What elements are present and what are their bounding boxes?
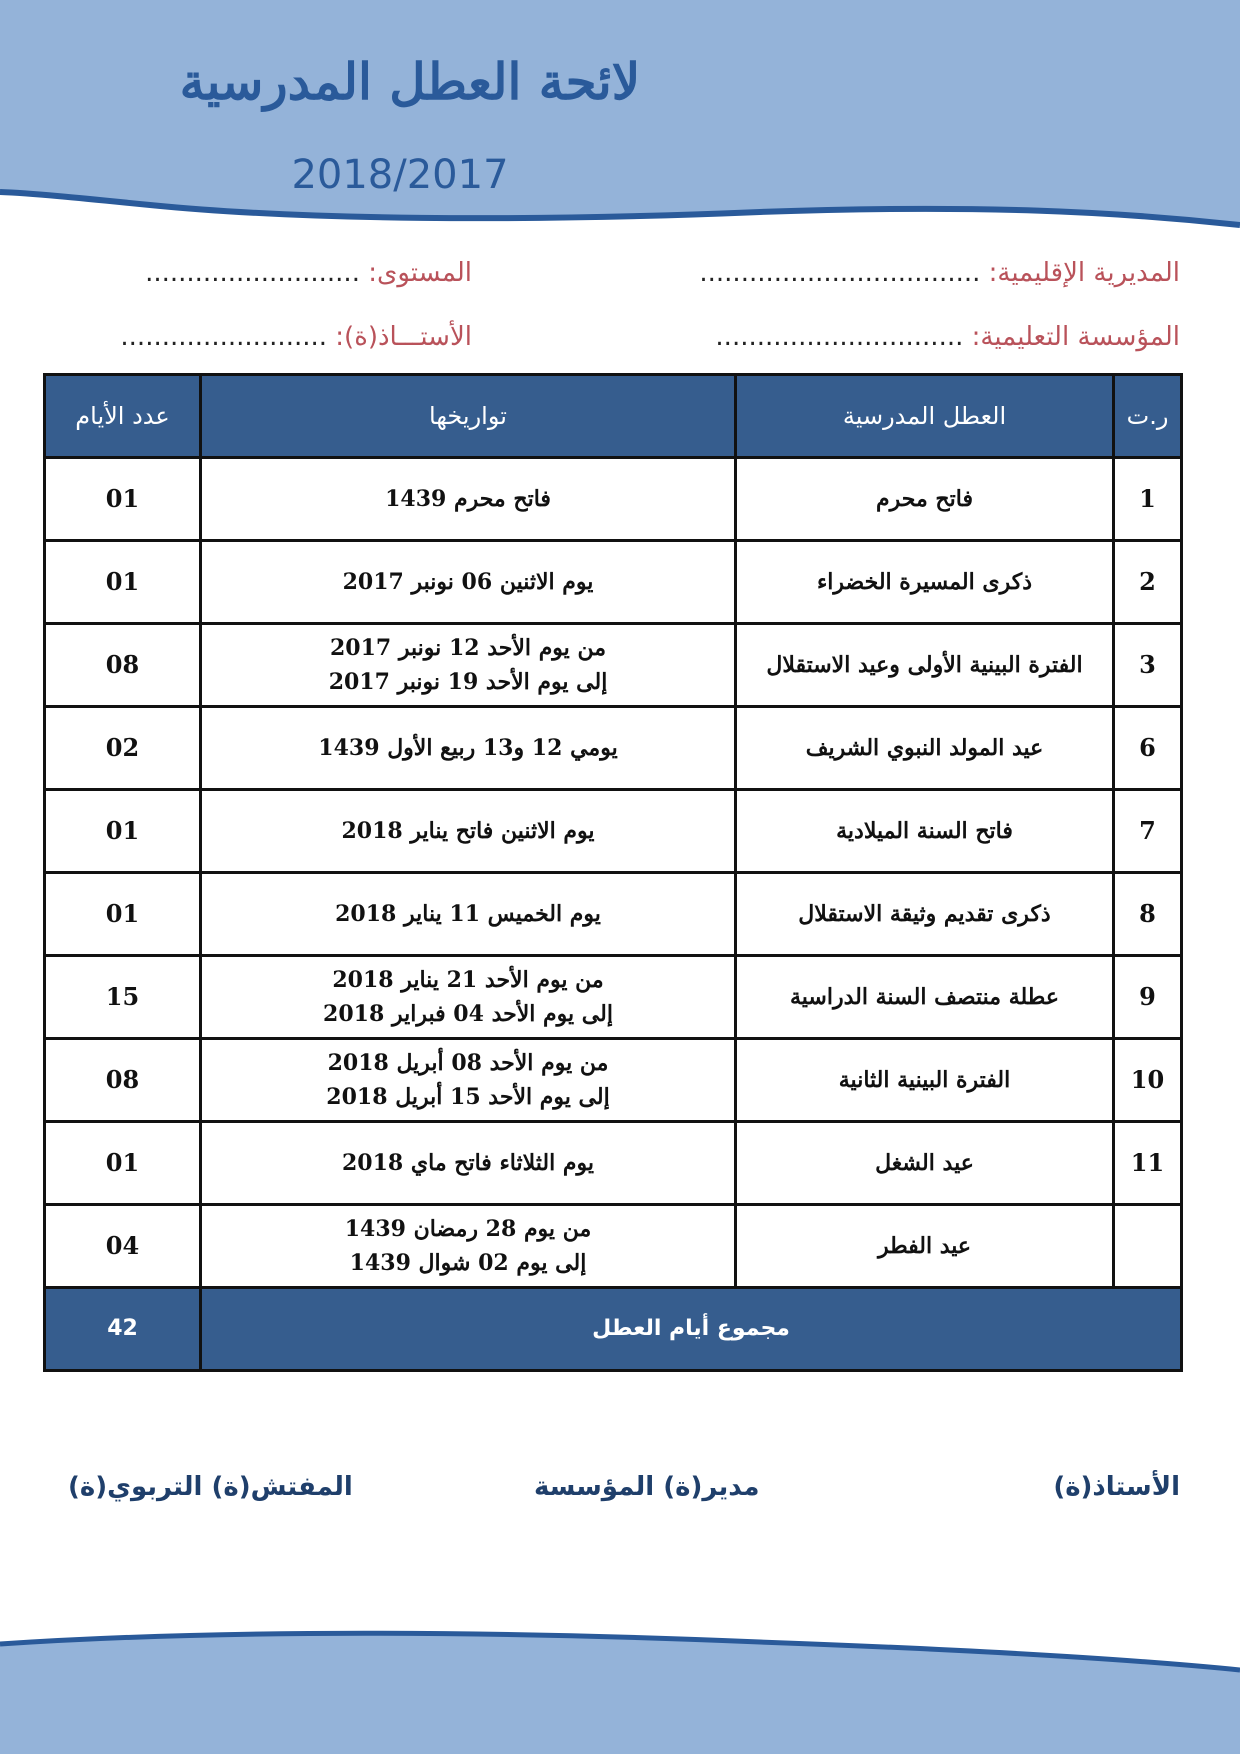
row-holiday: عيد الشغل (736, 1122, 1114, 1205)
header-dates: تواريخها (201, 375, 736, 458)
row-num: 1 (1114, 458, 1182, 541)
table-row (45, 1122, 1182, 1205)
row-holiday: عيد الفطر (736, 1205, 1114, 1288)
row-dates (201, 956, 736, 1039)
row-date-line: من يوم الأحد 12 نونبر 2017 (329, 635, 606, 661)
footer-wave-decoration (0, 1630, 1240, 1754)
teacher-field (120, 322, 472, 352)
header-wave-decoration (0, 0, 1240, 240)
row-dates (201, 873, 736, 956)
total-label: مجموع أيام العطل (201, 1288, 1182, 1371)
total-value: 42 (45, 1288, 201, 1371)
signature-director: مدير(ة) المؤسسة (534, 1472, 760, 1502)
row-num: 10 (1114, 1039, 1182, 1122)
table-row (45, 707, 1182, 790)
level-label: المستوى: (368, 258, 472, 288)
row-date-line: يوم الثلاثاء فاتح ماي 2018 (342, 1150, 594, 1176)
table-row (45, 1039, 1182, 1122)
table-total-row (45, 1288, 1182, 1371)
row-date-line: من يوم الأحد 08 أبريل 2018 (327, 1050, 609, 1076)
holidays-table (43, 373, 1183, 1372)
institution-label: المؤسسة التعليمية: (971, 322, 1180, 352)
row-days: 08 (45, 624, 201, 707)
page-title: لائحة العطل المدرسية (179, 52, 641, 111)
row-date-line: من يوم الأحد 21 يناير 2018 (332, 967, 604, 993)
row-num: 8 (1114, 873, 1182, 956)
row-days: 04 (45, 1205, 201, 1288)
table-row (45, 790, 1182, 873)
table-body (45, 458, 1182, 1288)
row-date-line: إلى يوم 02 شوال 1439 (349, 1250, 587, 1276)
directorate-value: .................................. (699, 258, 981, 288)
table-row (45, 458, 1182, 541)
institution-field (715, 322, 1180, 352)
row-days: 01 (45, 458, 201, 541)
row-days: 01 (45, 790, 201, 873)
header-days: عدد الأيام (45, 375, 201, 458)
row-num: 3 (1114, 624, 1182, 707)
row-dates (201, 458, 736, 541)
table-row (45, 541, 1182, 624)
row-dates (201, 624, 736, 707)
row-days: 02 (45, 707, 201, 790)
row-dates (201, 790, 736, 873)
row-days: 01 (45, 1122, 201, 1205)
school-year: 2018/2017 (291, 152, 509, 198)
row-date-line: إلى يوم الأحد 19 نونبر 2017 (328, 669, 608, 695)
row-days: 15 (45, 956, 201, 1039)
row-holiday: فاتح السنة الميلادية (736, 790, 1114, 873)
table-header-row (45, 375, 1182, 458)
row-date-line: من يوم 28 رمضان 1439 (344, 1216, 592, 1242)
row-date-line: يومي 12 و13 ربيع الأول 1439 (318, 735, 618, 761)
row-holiday: فاتح محرم (736, 458, 1114, 541)
row-date-line: يوم الخميس 11 يناير 2018 (335, 901, 601, 927)
row-num: 2 (1114, 541, 1182, 624)
teacher-value: ......................... (120, 322, 328, 352)
table-row (45, 624, 1182, 707)
row-days: 01 (45, 873, 201, 956)
row-date-line: يوم الاثنين 06 نونبر 2017 (342, 569, 594, 595)
row-holiday: الفترة البينية الأولى وعيد الاستقلال (736, 624, 1114, 707)
table-row (45, 873, 1182, 956)
level-value: .......................... (145, 258, 360, 288)
signature-teacher: الأستاذ(ة) (1053, 1472, 1180, 1502)
row-days: 01 (45, 541, 201, 624)
table-row (45, 1205, 1182, 1288)
signature-inspector: المفتش(ة) التربوي(ة) (68, 1472, 353, 1502)
row-dates (201, 1122, 736, 1205)
row-dates (201, 1205, 736, 1288)
row-num: 6 (1114, 707, 1182, 790)
row-holiday: ذكرى المسيرة الخضراء (736, 541, 1114, 624)
row-holiday: عطلة منتصف السنة الدراسية (736, 956, 1114, 1039)
row-holiday: ذكرى تقديم وثيقة الاستقلال (736, 873, 1114, 956)
row-date-line: إلى يوم الأحد 15 أبريل 2018 (326, 1084, 610, 1110)
directorate-label: المديرية الإقليمية: (988, 258, 1180, 288)
row-num: 9 (1114, 956, 1182, 1039)
row-dates (201, 707, 736, 790)
header-holiday: العطل المدرسية (736, 375, 1114, 458)
teacher-label: الأستـــاذ(ة): (335, 322, 472, 352)
row-num (1114, 1205, 1182, 1288)
row-num: 11 (1114, 1122, 1182, 1205)
row-date-line: يوم الاثنين فاتح يناير 2018 (341, 818, 595, 844)
row-days: 08 (45, 1039, 201, 1122)
directorate-field (699, 258, 1180, 288)
row-dates (201, 541, 736, 624)
row-holiday: عيد المولد النبوي الشريف (736, 707, 1114, 790)
header-num: ر.ت (1114, 375, 1182, 458)
row-date-line: فاتح محرم 1439 (385, 486, 551, 512)
row-dates (201, 1039, 736, 1122)
level-field (145, 258, 472, 288)
table-row (45, 956, 1182, 1039)
row-date-line: إلى يوم الأحد 04 فبراير 2018 (323, 1001, 613, 1027)
row-holiday: الفترة البينية الثانية (736, 1039, 1114, 1122)
row-num: 7 (1114, 790, 1182, 873)
institution-value: .............................. (715, 322, 964, 352)
